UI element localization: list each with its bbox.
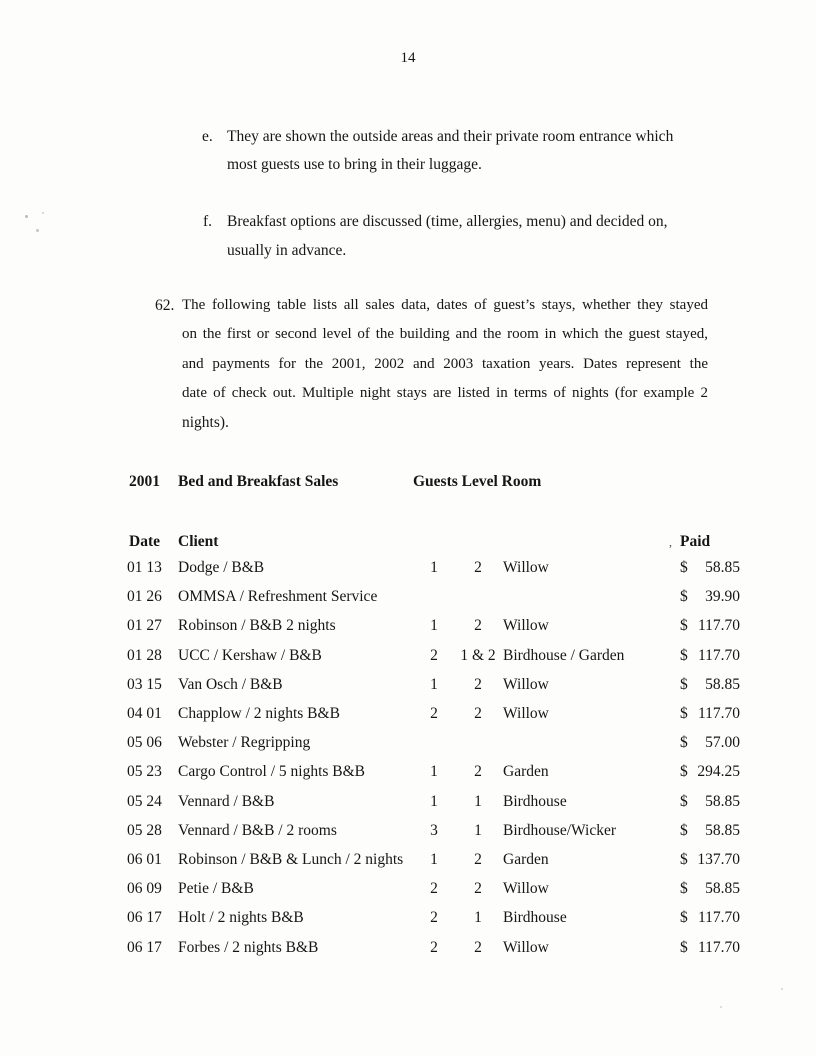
cell-room: Willow [503,617,549,635]
scan-speck [25,215,28,218]
cell-client: Dodge / B&B [178,559,265,576]
cell-room: Birdhouse [503,909,567,927]
table-row [0,611,816,640]
cell-amount: 117.70 [697,938,740,956]
cell-level: 2 [474,675,482,693]
cell-amount: 137.70 [697,851,740,869]
table-row [0,699,816,728]
cell-amount: 57.00 [705,734,740,752]
cell-guests: 2 [430,909,438,927]
cell-currency: $ [680,851,688,869]
page-number: 14 [400,50,416,66]
cell-client: Forbes / 2 nights B&B [178,938,319,956]
table-row [0,757,816,786]
table-row [0,582,816,611]
cell-client: Chapplow / 2 nights B&B [178,705,340,723]
cell-level: 2 [474,617,482,635]
paragraph-62-line-1: The following table lists all sales data, dates of guest’s stays, whether they stayed [182,297,708,313]
cell-client: Webster / Regripping [178,734,311,752]
cell-date: 05 06 [127,734,162,752]
paragraph-62-line-2: on the first or second level of the building and the room in which the guest stayed, [182,326,708,342]
table-row [0,787,816,816]
cell-amount: 117.70 [697,705,740,723]
cell-guests: 2 [430,705,438,723]
scan-speck [781,988,783,990]
cell-currency: $ [680,909,688,927]
cell-currency: $ [680,763,688,781]
cell-amount: 117.70 [697,646,740,664]
cell-level: 1 [474,821,482,839]
table-row [0,903,816,932]
list-item-e-label: e. [202,128,213,145]
cell-date: 01 27 [127,617,162,635]
cell-guests: 1 [430,617,438,635]
cell-date: 05 24 [127,792,162,810]
cell-guests: 1 [430,792,438,810]
cell-client: Van Osch / B&B [178,675,283,693]
cell-level: 2 [474,938,482,956]
cell-level: 2 [474,705,482,723]
table-row [0,816,816,845]
cell-level: 2 [474,763,482,781]
cell-date: 01 28 [127,646,162,664]
cell-level: 1 [474,909,482,927]
table-group-header: Guests Level Room [413,473,542,490]
cell-client: Robinson / B&B & Lunch / 2 nights [178,851,404,869]
cell-currency: $ [680,705,688,723]
table-title: Bed and Breakfast Sales [178,473,339,490]
cell-level: 2 [474,880,482,898]
cell-room: Birdhouse / Garden [503,646,625,664]
cell-amount: 58.85 [705,792,740,810]
list-item-f-line-2: usually in advance. [227,242,347,259]
cell-client: UCC / Kershaw / B&B [178,646,322,664]
cell-guests: 2 [430,646,438,664]
cell-date: 01 13 [127,559,162,576]
cell-date: 05 28 [127,821,162,839]
cell-amount: 294.25 [697,763,740,781]
scan-speck [720,1006,722,1008]
cell-guests: 2 [430,880,438,898]
cell-client: Vennard / B&B / 2 rooms [178,821,337,839]
cell-date: 06 01 [127,851,162,869]
scan-speck [42,212,44,214]
cell-room: Birdhouse [503,792,567,810]
cell-level: 2 [474,559,482,576]
cell-client: Holt / 2 nights B&B [178,909,304,927]
column-header-paid: Paid [680,533,711,550]
cell-level: 1 & 2 [460,646,496,664]
cell-client: Cargo Control / 5 nights B&B [178,763,366,781]
cell-room: Willow [503,705,549,723]
cell-amount: 58.85 [705,821,740,839]
cell-level: 2 [474,851,482,869]
cell-currency: $ [680,938,688,956]
table-row [0,670,816,699]
table-row [0,553,816,582]
cell-currency: $ [680,646,688,664]
cell-currency: $ [680,821,688,839]
cell-date: 01 26 [127,588,162,606]
cell-amount: 58.85 [705,675,740,693]
cell-amount: 58.85 [705,559,740,576]
cell-currency: $ [680,792,688,810]
cell-amount: 117.70 [697,909,740,927]
sales-table [0,553,816,962]
list-item-e-line-2: most guests use to bring in their luggage. [227,156,482,173]
list-item-f-line-1: Breakfast options are discussed (time, allergies, menu) and decided on, [227,213,668,230]
paid-comma-artifact: , [669,535,672,549]
cell-room: Willow [503,559,549,576]
cell-room: Willow [503,938,549,956]
cell-client: Robinson / B&B 2 nights [178,617,336,635]
table-row [0,933,816,962]
cell-client: OMMSA / Refreshment Service [178,588,378,606]
paragraph-62-line-3: and payments for the 2001, 2002 and 2003 taxation years. Dates represent the [182,356,708,372]
paragraph-62-number: 62. [155,297,175,314]
table-year: 2001 [129,473,160,490]
cell-guests: 3 [430,821,438,839]
cell-guests: 2 [430,938,438,956]
paragraph-62-line-5: nights). [182,414,229,431]
cell-currency: $ [680,734,688,752]
list-item-f-label: f. [203,213,213,230]
table-row [0,845,816,874]
cell-date: 06 17 [127,938,162,956]
cell-date: 06 09 [127,880,162,898]
cell-amount: 58.85 [705,880,740,898]
cell-currency: $ [680,588,688,606]
scan-speck [36,229,39,232]
cell-date: 06 17 [127,909,162,927]
cell-room: Garden [503,763,549,781]
cell-guests: 1 [430,559,438,576]
cell-room: Birdhouse/Wicker [503,821,617,839]
cell-guests: 1 [430,763,438,781]
cell-room: Willow [503,880,549,898]
cell-currency: $ [680,617,688,635]
table-row [0,641,816,670]
cell-guests: 1 [430,675,438,693]
cell-currency: $ [680,675,688,693]
cell-room: Willow [503,675,549,693]
cell-room: Garden [503,851,549,869]
column-header-client: Client [178,533,219,550]
cell-amount: 117.70 [697,617,740,635]
column-header-date: Date [129,533,160,550]
cell-client: Petie / B&B [178,880,254,898]
cell-currency: $ [680,880,688,898]
cell-currency: $ [680,559,688,576]
cell-level: 1 [474,792,482,810]
table-row [0,874,816,903]
cell-date: 03 15 [127,675,162,693]
cell-amount: 39.90 [705,588,740,606]
paragraph-62-line-4: date of check out. Multiple night stays are listed in terms of nights (for example 2 [182,385,708,401]
cell-date: 05 23 [127,763,162,781]
cell-client: Vennard / B&B [178,792,275,810]
list-item-e-line-1: They are shown the outside areas and their private room entrance which [227,128,674,145]
cell-date: 04 01 [127,705,162,723]
table-row [0,728,816,757]
cell-guests: 1 [430,851,438,869]
